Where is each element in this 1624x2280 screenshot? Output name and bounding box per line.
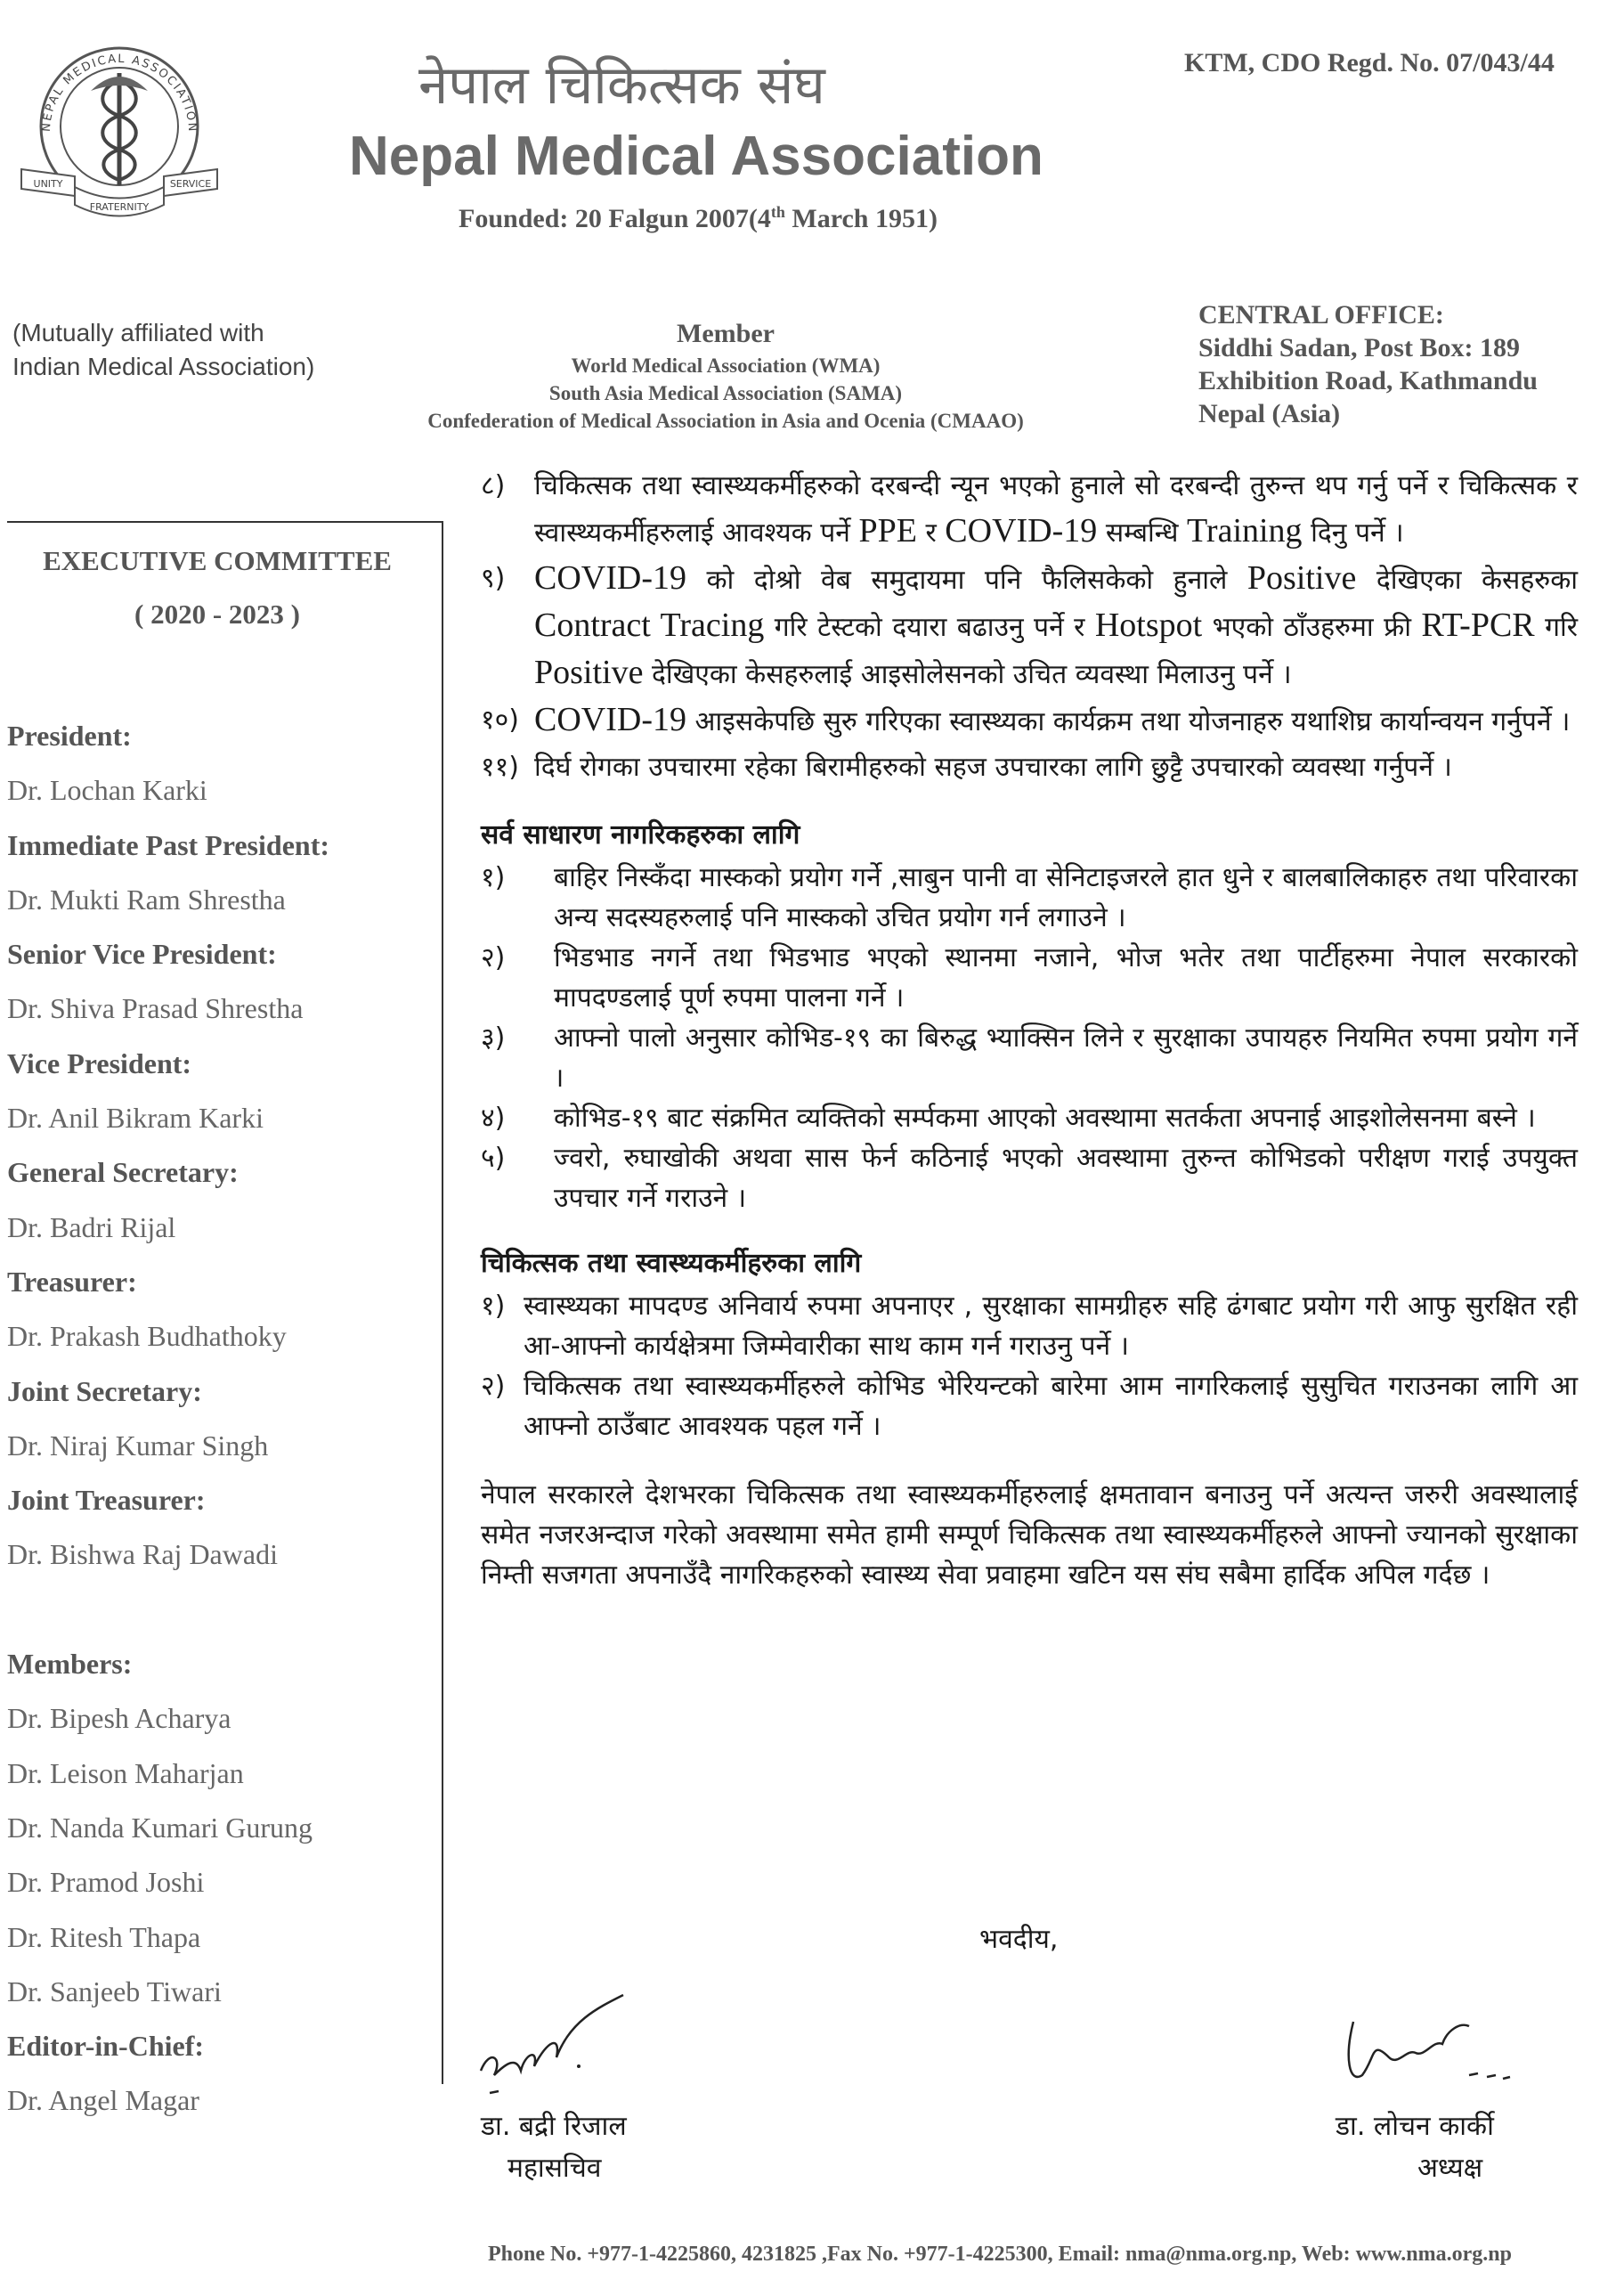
list-item <box>481 938 1578 1018</box>
membership-line: World Medical Association (WMA) <box>571 354 881 377</box>
text-run: र <box>916 517 946 549</box>
signature-right <box>1336 2004 1514 2102</box>
closing-paragraph: नेपाल सरकारले देशभरका चिकित्सक तथा स्वास्थ्यकर्मीहरुलाई क्षमतावान बनाउनु पर्ने अत्यन्त जरुरी अवस्थालाई समेत नजरअन्दाज गरेको अवस्थामा समेत हामी सम्पूर्ण चिकित्सक तथा स्वास्थ्यकर्मीहरुले आफ्नो ज्यानको सुरक्षाका निम्ती सजगता अपनाउँदै नागरिकहरुको स्वास्थ्य सेवा प्रवाहमा खटिन यस संघ सबैमा हार्दिक अपिल गर्दछ । <box>481 1479 1578 1591</box>
role-label: Treasurer: <box>7 1265 137 1298</box>
english-term: COVID-19 <box>534 559 686 597</box>
citizens-heading: सर्व साधारण नागरिकहरुका लागि <box>481 819 800 851</box>
signatory-left-name: डा. बद्री रिजाल <box>481 2111 627 2142</box>
list-item-number: १०) <box>481 704 519 736</box>
list-item <box>481 1018 1578 1098</box>
members-label: Members: <box>7 1648 133 1681</box>
english-term: RT-PCR <box>1421 607 1535 644</box>
text-run: भएको ठाँउहरुमा फ्री <box>1202 612 1422 643</box>
text-run: गरि <box>1534 612 1579 643</box>
logo-ribbon-bottom: FRATERNITY <box>89 201 150 213</box>
english-term: Contract Tracing <box>534 607 765 644</box>
logo-ring-text: NEPAL MEDICAL ASSOCIATION <box>39 52 199 134</box>
role-holder: Dr. Mukti Ram Shrestha <box>7 883 286 916</box>
executive-roster <box>7 709 434 2129</box>
affiliation-line-1: (Mutually affiliated with <box>12 319 264 346</box>
list-item-text: स्वास्थ्यका मापदण्ड अनिवार्य रुपमा अपनाएर , सुरक्षाका सामग्रीहरु सहि ढंगबाट प्रयोग गरी आफु सुरक्षित रही आ-आफ्नो कार्यक्षेत्रमा जिम्मेवारीका साथ काम गर्न गराउनु पर्ने । <box>524 1291 1578 1362</box>
government-demands-list <box>481 463 1578 790</box>
title-nepali: नेपाल चिकित्सक संघ <box>418 54 825 117</box>
role-label: Senior Vice President: <box>7 938 277 971</box>
list-item-number: २) <box>481 1371 506 1402</box>
text-run: दिनु पर्ने । <box>1302 517 1404 549</box>
role-holder: Dr. Prakash Budhathoky <box>7 1320 287 1353</box>
text-run: चिकित्सक तथा स्वास्थ्यकर्मीहरुको दरबन्दी न्यून भएको हुनाले सो दरबन्दी तुरुन्त थप गर्नु पर्ने र चिकित्सक र स्वास्थ्यकर्मीहरुलाई आवश्यक पर्ने <box>534 470 1578 549</box>
list-item-text: चिकित्सक तथा स्वास्थ्यकर्मीहरुले कोभिड भेरियन्टको बारेमा आम नागरिकलाई सुसुचित गराउनका लागि आ आफ्नो ठाउँबाट आवश्यक पहल गर्ने । <box>524 1371 1578 1442</box>
central-office-heading: CENTRAL OFFICE: <box>1198 300 1444 330</box>
list-item-number: २) <box>481 942 506 973</box>
list-item-text: भिडभाड नगर्ने तथा भिडभाड भएको स्थानमा नजाने, भोज भतेर तथा पार्टीहरुमा नेपाल सरकारको मापदण्डलाई पूर्ण रुपमा पालना गर्ने । <box>554 942 1578 1014</box>
role-label: Immediate Past President: <box>7 828 329 861</box>
list-item-text <box>534 745 1578 790</box>
text-run: देखिएका केसहरुका <box>1356 565 1579 596</box>
signatory-right-name: डा. लोचन कार्की <box>1336 2111 1494 2142</box>
role-holder: Dr. Anil Bikram Karki <box>7 1102 264 1135</box>
footer-contact: Phone No. +977-1-4225860, 4231825 ,Fax No. +977-1-4225300, Email: nma@nma.org.np, Web: www.nma.org.np <box>488 2243 1512 2266</box>
list-item-number: ४) <box>481 1103 506 1134</box>
list-item-number: ३) <box>481 1022 506 1054</box>
text-run: दिर्घ रोगका उपचारमा रहेका बिरामीहरुको सहज उपचारका लागि छुट्टै उपचारको व्यवस्था गर्नुपर्ने । <box>534 752 1452 783</box>
executive-committee-title: EXECUTIVE COMMITTEE <box>43 545 392 576</box>
english-term: Positive <box>534 654 644 691</box>
list-item-text: आफ्नो पालो अनुसार कोभिड-१९ का बिरुद्ध भ्याक्सिन लिने र सुरक्षाका उपायहरु नियमित रुपमा प्रयोग गर्ने । <box>554 1022 1578 1094</box>
central-office-line: Siddhi Sadan, Post Box: 189 <box>1198 333 1520 362</box>
role-label: General Secretary: <box>7 1156 239 1189</box>
list-item <box>481 697 1578 745</box>
list-item <box>481 1286 1578 1366</box>
executive-committee-term: ( 2020 - 2023 ) <box>134 598 300 630</box>
signatory-left-title: महासचिव <box>508 2153 602 2184</box>
founded-suffix: March 1951) <box>784 204 938 233</box>
list-item-number: ८) <box>481 470 506 501</box>
role-label: President: <box>7 720 132 752</box>
list-item-text: ज्वरो, रुघाखोकी अथवा सास फेर्न कठिनाई भएको अवस्थामा तुरुन्त कोभिडको परीक्षण गराई उपयुक्त उपचार गर्ने गराउने । <box>554 1143 1578 1214</box>
member-name: Dr. Ritesh Thapa <box>7 1920 201 1953</box>
health-workers-list <box>481 1286 1578 1446</box>
list-item <box>481 1366 1578 1446</box>
role-label: Vice President: <box>7 1046 192 1079</box>
role-holder: Dr. Badri Rijal <box>7 1210 176 1243</box>
founded-prefix: Founded: 20 Falgun 2007(4 <box>459 204 771 233</box>
list-item <box>481 745 1578 790</box>
list-item-text <box>534 697 1578 745</box>
english-term: Positive <box>1246 559 1357 597</box>
text-run: सम्बन्धि <box>1097 517 1188 549</box>
sidebar-vertical-rule <box>442 521 443 2084</box>
central-office-line: Exhibition Road, Kathmandu <box>1198 366 1538 395</box>
role-holder: Dr. Niraj Kumar Singh <box>7 1429 269 1462</box>
english-term: COVID-19 <box>945 512 1098 550</box>
affiliation-line-2: Indian Medical Association) <box>12 353 315 380</box>
member-name: Dr. Nanda Kumari Gurung <box>7 1811 313 1844</box>
english-term: Hotspot <box>1094 607 1203 644</box>
affiliation-note <box>12 316 314 384</box>
role-holder: Dr. Shiva Prasad Shrestha <box>7 992 304 1025</box>
list-item <box>481 858 1578 938</box>
health-workers-heading: चिकित्सक तथा स्वास्थ्यकर्मीहरुका लागि <box>481 1248 862 1279</box>
valediction: भवदीय, <box>979 1924 1059 1955</box>
registration-number: KTM, CDO Regd. No. 07/043/44 <box>1184 48 1555 77</box>
list-item-number: ५) <box>481 1143 506 1174</box>
list-item-number: ९) <box>481 563 506 594</box>
list-item-number: १) <box>481 1291 506 1322</box>
sidebar-top-rule <box>7 521 443 523</box>
list-item-text <box>534 556 1578 697</box>
list-item <box>481 463 1578 556</box>
nma-logo-seal <box>12 27 226 232</box>
central-office <box>1198 298 1538 430</box>
letter-body <box>481 463 1578 1595</box>
english-term: PPE <box>858 512 917 550</box>
member-name: Dr. Sanjeeb Tiwari <box>7 1975 222 2007</box>
roster-spacer <box>7 1583 434 1637</box>
logo-ribbon-left: UNITY <box>33 178 63 190</box>
member-name: Dr. Pramod Joshi <box>7 1866 205 1899</box>
founded-sup: th <box>770 203 785 221</box>
role-label: Joint Secretary: <box>7 1374 202 1407</box>
founded-line <box>459 203 938 234</box>
central-office-line: Nepal (Asia) <box>1198 399 1341 428</box>
text-run: गरि टेस्टको दयारा बढाउनु पर्ने र <box>764 612 1095 643</box>
title-english: Nepal Medical Association <box>349 126 1043 187</box>
list-item-number: ११) <box>481 752 519 783</box>
list-item-number: १) <box>481 862 506 893</box>
signatory-right-title: अध्यक्ष <box>1417 2153 1483 2184</box>
text-run: देखिएका केसहरुलाई आइसोलेसनको उचित व्यवस्था मिलाउनु पर्ने । <box>643 659 1292 690</box>
citizens-list <box>481 858 1578 1218</box>
list-item <box>481 1138 1578 1218</box>
list-item-text: कोभिड-१९ बाट संक्रमित व्यक्तिको सर्म्पकमा आएको अवस्थामा सतर्कता अपनाई आइशोलेसनमा बस्ने । <box>554 1103 1536 1134</box>
membership-line: Confederation of Medical Association in Asia and Ocenia (CMAAO) <box>427 410 1024 432</box>
editor-label: Editor-in-Chief: <box>7 2030 205 2063</box>
english-term: Training <box>1187 512 1303 550</box>
membership-block <box>356 316 1095 435</box>
membership-line: South Asia Medical Association (SAMA) <box>548 382 903 404</box>
list-item-text <box>534 463 1578 556</box>
list-item <box>481 1098 1578 1138</box>
text-run: आइसकेपछि सुरु गरिएका स्वास्थ्यका कार्यक्रम तथा योजनाहरु यथाशिघ्र कार्यान्वयन गर्नुपर्ने । <box>686 706 1571 737</box>
logo-ribbon-right: SERVICE <box>169 178 212 190</box>
member-name: Dr. Bipesh Acharya <box>7 1702 231 1735</box>
list-item-text: बाहिर निस्कँदा मास्कको प्रयोग गर्ने ,साबुन पानी वा सेनिटाइजरले हात धुने र बालबालिकाहरु तथा परिवारका अन्य सदस्यहरुलाई पनि मास्कको उचित प्रयोग गर्न लगाउने । <box>554 862 1578 933</box>
member-name: Dr. Leison Maharjan <box>7 1756 244 1789</box>
editor-name: Dr. Angel Magar <box>7 2084 199 2117</box>
role-label: Joint Treasurer: <box>7 1484 206 1517</box>
list-item <box>481 556 1578 697</box>
role-holder: Dr. Lochan Karki <box>7 774 207 807</box>
signature-left <box>472 1986 632 2102</box>
membership-heading: Member <box>677 319 775 348</box>
english-term: COVID-19 <box>534 701 686 738</box>
role-holder: Dr. Bishwa Raj Dawadi <box>7 1538 278 1571</box>
text-run: को दोश्रो वेब समुदायमा पनि फैलिसकेको हुनाले <box>686 565 1247 596</box>
